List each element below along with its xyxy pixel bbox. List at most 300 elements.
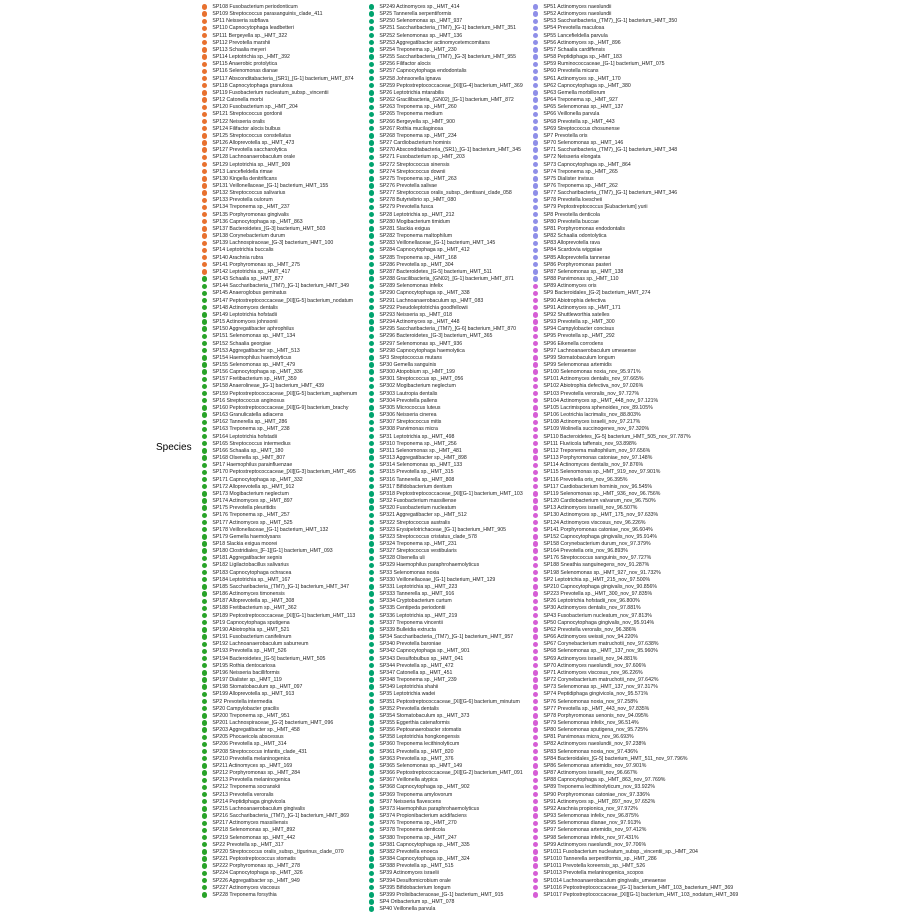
legend-swatch — [533, 606, 538, 611]
legend-item — [533, 892, 738, 899]
legend-label: SP26 Leptotrichia hofstadii_nov_96.800% — [543, 598, 640, 605]
legend-swatch — [533, 334, 538, 339]
legend-swatch — [369, 871, 374, 876]
legend-swatch — [202, 713, 207, 718]
legend-swatch — [533, 577, 538, 582]
legend-label: SP20 Campylobacter gracilis — [212, 705, 279, 712]
legend-label: SP331 Leptotrichia sp._HMT_223 — [379, 583, 458, 590]
legend-item — [533, 219, 599, 226]
legend-item — [202, 562, 289, 569]
legend-swatch — [202, 255, 207, 260]
legend-label: SP55 Lancefieldella parvula — [543, 32, 608, 39]
legend-swatch — [533, 842, 538, 847]
legend-swatch — [533, 255, 538, 260]
legend-item — [369, 11, 451, 18]
legend-swatch — [369, 377, 374, 382]
legend-label: SP117 Cardiobacterium hominis_nov_96.545% — [543, 483, 653, 490]
legend-label: SP57 Schaalia cardiffensis — [543, 46, 606, 53]
legend-item — [369, 870, 439, 877]
legend-item — [533, 398, 658, 405]
legend-label: SP108 Actinomyces israelii_nov_97.217% — [543, 419, 641, 426]
legend-swatch — [369, 412, 374, 417]
legend-item — [369, 627, 436, 634]
legend-label: SP59 Ruminococcaceae_[G-1] bacterium_HMT_075 — [543, 61, 665, 68]
legend-label: SP79 Peptostreptococcus [Eubacterium] yurii — [543, 204, 648, 211]
legend-item — [202, 333, 295, 340]
legend-swatch — [202, 821, 207, 826]
legend-label: SP199 Alloprevotella sp._HMT_913 — [212, 691, 295, 698]
legend-swatch — [202, 892, 207, 897]
legend-item — [202, 298, 353, 305]
legend-item — [369, 255, 457, 262]
legend-item — [202, 126, 280, 133]
legend-label: SP323 Streptococcus cristatus_clade_578 — [379, 533, 477, 540]
legend-item — [533, 76, 621, 83]
legend-item — [369, 899, 454, 906]
legend-item — [369, 362, 436, 369]
legend-label: SP165 Streptococcus intermedius — [212, 440, 291, 447]
legend-label: SP100 Selenomonas noxia_nov_95.971% — [543, 369, 641, 376]
legend-swatch — [533, 241, 538, 246]
legend-swatch — [202, 806, 207, 811]
legend-swatch — [533, 298, 538, 303]
legend-swatch — [369, 398, 374, 403]
legend-label: SP110 Bacteroidetes_[G-5] bacterium_HMT_505_nov_97.787% — [543, 433, 691, 440]
legend-item — [533, 842, 646, 849]
legend-item — [202, 656, 325, 663]
legend-label: SP112 Prevotella marshii — [212, 39, 271, 46]
legend-swatch — [369, 169, 374, 174]
legend-swatch — [369, 570, 374, 575]
legend-swatch — [202, 770, 207, 775]
legend-item — [202, 634, 291, 641]
legend-item — [369, 820, 457, 827]
legend-item — [369, 885, 451, 892]
legend-label: SP189 Peptostreptococcaceae_[XI][G-1] bacterium_HMT_113 — [212, 612, 356, 619]
legend-item — [533, 562, 649, 569]
legend-item — [533, 126, 620, 133]
legend-swatch — [202, 799, 207, 804]
legend-swatch — [202, 62, 207, 67]
legend-swatch — [369, 778, 374, 783]
legend-label: SP296 Bacteroidetes_[G-3] bacterium_HMT_365 — [379, 333, 493, 340]
legend-item — [369, 656, 463, 663]
legend-item — [533, 870, 643, 877]
legend-label: SP351 Peptostreptococcaceae_[XI][G-6] bacterium_minutum — [379, 698, 520, 705]
legend-item — [533, 341, 603, 348]
legend-swatch — [369, 684, 374, 689]
legend-item — [202, 419, 287, 426]
legend-item — [369, 842, 470, 849]
legend-label: SP323 Erysipelotrichaceae_[G-1] bacterium_HMT_905 — [379, 526, 506, 533]
legend-label: SP148 Actinomyces dentalis — [212, 304, 278, 311]
legend-item — [533, 269, 623, 276]
legend-item — [202, 97, 263, 104]
legend-swatch — [202, 276, 207, 281]
legend-label: SP60 Prevotella micans — [543, 68, 599, 75]
legend-item — [533, 878, 666, 885]
legend-swatch — [202, 477, 207, 482]
legend-swatch — [533, 792, 538, 797]
legend-swatch — [202, 878, 207, 883]
legend-item — [369, 727, 461, 734]
legend-item — [202, 111, 282, 118]
legend-item — [369, 104, 457, 111]
legend-label: SP140 Arachnia rubra — [212, 254, 264, 261]
legend-label: SP92 Shuttleworthia satelles — [543, 311, 610, 318]
legend-label: SP97 Lachnoanaerobaculum umeaense — [543, 347, 636, 354]
legend-label: SP120 Fusobacterium sp._HMT_204 — [212, 104, 298, 111]
legend-swatch — [369, 656, 374, 661]
legend-swatch — [202, 97, 207, 102]
legend-swatch — [533, 448, 538, 453]
legend-swatch — [533, 233, 538, 238]
legend-swatch — [369, 362, 374, 367]
legend-item — [533, 383, 643, 390]
legend-item — [202, 169, 273, 176]
legend-item — [202, 827, 295, 834]
legend-swatch — [369, 527, 374, 532]
legend-item — [369, 405, 441, 412]
legend-label: SP40 Veillonella parvula — [379, 906, 436, 913]
legend-item — [533, 684, 658, 691]
legend-item — [533, 885, 733, 892]
legend-item — [369, 570, 439, 577]
legend-label: SP151 Selenomonas sp._HMT_134 — [212, 333, 296, 340]
legend-label: SP284 Capnocytophaga sp._HMT_412 — [379, 247, 470, 254]
legend-label: SP87 Actinomyces israelii_nov_96.667% — [543, 770, 638, 777]
legend-label: SP69 Actinomyces israelii_nov_94.881% — [543, 655, 638, 662]
legend-swatch — [369, 126, 374, 131]
legend-swatch — [369, 849, 374, 854]
legend-label: SP99 Actinomyces naeslundii_nov_97.706% — [543, 841, 647, 848]
legend-swatch — [202, 735, 207, 740]
legend-item — [369, 97, 514, 104]
legend-label: SP124 Actinomyces viscosus_nov_96.226% — [543, 519, 646, 526]
legend-item — [533, 197, 602, 204]
legend-label: SP78 Porphyromonas uenonis_nov_94.095% — [543, 712, 649, 719]
legend-item — [369, 83, 523, 90]
legend-label: SP86 Selenomonas artemidis_nov_97.901% — [543, 762, 647, 769]
legend-label: SP162 Tannerella sp._HMT_286 — [212, 419, 288, 426]
legend-item — [202, 598, 294, 605]
legend-label: SP157 Fretibacterium sp._HMT_359 — [212, 376, 297, 383]
legend-label: SP337 Treponema vincentii — [379, 619, 443, 626]
legend-label: SP317 Bifidobacterium dentium — [379, 483, 453, 490]
legend-swatch — [369, 591, 374, 596]
legend-label: SP26 Leptotrichia mtarabilis — [379, 89, 444, 96]
legend-label: SP196 Neisseria bacilliformis — [212, 669, 280, 676]
legend-swatch — [202, 434, 207, 439]
legend-swatch — [369, 792, 374, 797]
legend-swatch — [533, 856, 538, 861]
legend-item — [533, 326, 614, 333]
legend-label: SP79 Selenomonas infelix_nov_96.514% — [543, 720, 639, 726]
legend-item — [202, 162, 290, 169]
legend-item — [533, 648, 658, 655]
legend-label: SP288 Gracilibacteria_(GN02)_[G-1] bacterium_HMT_871 — [379, 276, 514, 283]
legend-item — [533, 40, 621, 47]
legend-item — [533, 290, 650, 297]
legend-swatch — [533, 176, 538, 181]
legend-swatch — [533, 126, 538, 131]
legend-item — [369, 684, 438, 691]
legend-swatch — [202, 212, 207, 217]
legend-swatch — [202, 599, 207, 604]
legend-label: SP277 Streptococcus oralis_subsp._dentisani_clade_058 — [379, 190, 512, 197]
legend-swatch — [369, 205, 374, 210]
legend-label: SP116 Prevotella oris_nov_96.395% — [543, 476, 628, 483]
legend-label: SP27 Cardiobacterium hominis — [379, 140, 451, 147]
legend-item — [202, 119, 265, 126]
legend-label: SP218 Selenomonas sp._HMT_892 — [212, 827, 296, 834]
legend-item — [533, 190, 677, 197]
legend-label: SP141 Porphyromonas sp._HMT_275 — [212, 261, 301, 268]
legend-item — [369, 878, 451, 885]
legend-swatch — [533, 284, 538, 289]
legend-item — [369, 448, 462, 455]
legend-swatch — [533, 362, 538, 367]
legend-swatch — [369, 713, 374, 718]
legend-label: SP158 Corynebacterium durum_nov_97.379% — [543, 541, 651, 547]
legend-swatch — [202, 384, 207, 389]
legend-item — [533, 154, 601, 161]
legend-item — [533, 849, 698, 856]
legend-swatch — [202, 90, 207, 95]
legend-label: SP224 Capnocytophaga sp._HMT_326 — [212, 870, 303, 877]
legend-item — [202, 663, 276, 670]
legend-item — [369, 541, 457, 548]
legend-swatch — [369, 147, 374, 152]
legend-label: SP81 Parvimonas micra_nov_96.693% — [543, 734, 634, 741]
legend-item — [369, 562, 479, 569]
legend-label: SP133 Prevotella oulorum — [212, 197, 273, 204]
legend-item — [533, 68, 598, 75]
legend-label: SP367 Veillonella atypica — [379, 777, 438, 784]
legend-item — [202, 104, 298, 111]
legend-swatch — [533, 205, 538, 210]
legend-swatch — [369, 427, 374, 432]
legend-item — [533, 133, 588, 140]
legend-item — [533, 591, 652, 598]
legend-label: SP344 Prevotella sp._HMT_472 — [379, 662, 454, 669]
legend-label: SP267 Rothia mucilaginosa — [379, 125, 444, 132]
legend-item — [202, 870, 303, 877]
legend-item — [202, 756, 290, 763]
legend-label: SP54 Prevotella maculosa — [543, 25, 605, 32]
legend-item — [533, 312, 609, 319]
legend-item — [369, 749, 454, 756]
legend-swatch — [533, 498, 538, 503]
legend-swatch — [533, 348, 538, 353]
legend-item — [202, 856, 296, 863]
legend-item — [533, 176, 594, 183]
legend-swatch — [533, 713, 538, 718]
legend-item — [533, 613, 652, 620]
legend-item — [533, 11, 611, 18]
legend-swatch — [202, 871, 207, 876]
legend-label: SP191 Fusobacterium canifelinum — [212, 634, 292, 641]
legend-item — [202, 792, 274, 799]
legend-swatch — [369, 183, 374, 188]
legend-swatch — [369, 627, 374, 632]
legend-item — [202, 312, 277, 319]
legend-label: SP115 Anaerobic protolytica — [212, 61, 278, 68]
legend-swatch — [202, 162, 207, 167]
legend-swatch — [533, 692, 538, 697]
legend-swatch — [369, 291, 374, 296]
legend-swatch — [202, 613, 207, 618]
legend-label: SP77 Prevotella sp._HMT_443_nov_97.835% — [543, 705, 650, 712]
legend-swatch — [202, 11, 207, 16]
legend-label: SP115 Selenomonas sp._HMT_919_nov_97.901% — [543, 469, 661, 476]
legend-label: SP127 Prevotella saccharolytica — [212, 147, 287, 154]
legend-label: SP194 Bacteroidetes_[G-5] bacterium_HMT_505 — [212, 655, 326, 662]
legend-item — [369, 784, 470, 791]
legend-label: SP141 Porphyromonas catoniae_nov_96.604% — [543, 526, 653, 533]
legend-label: SP187 Alloprevotella sp._HMT_308 — [212, 598, 295, 605]
legend-swatch — [202, 76, 207, 81]
legend-swatch — [533, 269, 538, 274]
legend-item — [369, 126, 443, 133]
legend-swatch — [202, 835, 207, 840]
legend-label: SP221 Peptostreptococcus stomatis — [212, 856, 296, 863]
legend-label: SP93 Prevotella sp._HMT_300 — [543, 319, 615, 326]
legend-label: SP76 Selenomonas noxia_nov_97.258% — [543, 698, 638, 705]
legend-label: SP193 Prevotella sp._HMT_526 — [212, 648, 287, 655]
legend-item — [369, 770, 523, 777]
legend-item — [202, 355, 291, 362]
legend-item — [533, 276, 619, 283]
legend-item — [533, 162, 631, 169]
legend-item — [533, 348, 636, 355]
legend-item — [369, 391, 437, 398]
legend-item — [202, 262, 300, 269]
legend-item — [202, 777, 290, 784]
legend-item — [369, 892, 503, 899]
legend-label: SP136 Capnocytophaga sp._HMT_863 — [212, 218, 303, 225]
legend-item — [202, 255, 263, 262]
legend-item — [369, 835, 457, 842]
legend-swatch — [369, 40, 374, 45]
legend-swatch — [533, 133, 538, 138]
legend-label: SP205 Phocaeicola abscessus — [212, 734, 284, 741]
legend-label: SP139 Lachnospiraceae_[G-3] bacterium_HMT_100 — [212, 240, 334, 247]
legend-swatch — [202, 219, 207, 224]
legend-swatch — [533, 377, 538, 382]
legend-swatch — [369, 334, 374, 339]
legend-swatch — [533, 119, 538, 124]
legend-item — [369, 498, 456, 505]
legend-item — [369, 620, 443, 627]
legend-swatch — [202, 756, 207, 761]
legend-swatch — [202, 298, 207, 303]
legend-swatch — [533, 441, 538, 446]
legend-swatch — [533, 47, 538, 52]
legend-label: SP181 Aggregatibacter segnis — [212, 555, 283, 562]
legend-swatch — [369, 384, 374, 389]
legend-swatch — [202, 305, 207, 310]
legend-label: SP343 Desulfobulbus sp._HMT_041 — [379, 655, 464, 662]
legend-label: SP253 Aggregatibacter actinomycetemcomitans — [379, 39, 490, 46]
legend-swatch — [533, 147, 538, 152]
legend-swatch — [533, 19, 538, 24]
legend-title: Species — [156, 442, 192, 453]
legend-item — [369, 383, 456, 390]
legend-swatch — [369, 477, 374, 482]
legend-swatch — [533, 584, 538, 589]
legend-swatch — [369, 219, 374, 224]
legend-label: SP272 Streptococcus sinensis — [379, 161, 450, 168]
legend-item — [533, 741, 646, 748]
legend-item — [369, 140, 451, 147]
legend-item — [369, 584, 457, 591]
legend-item — [533, 541, 651, 548]
legend-item — [202, 33, 287, 40]
legend-item — [533, 111, 599, 118]
legend-item — [202, 878, 300, 885]
legend-label: SP104 Actinomyces sp._HMT_448_nov_97.121% — [543, 397, 659, 404]
legend-swatch — [369, 284, 374, 289]
legend-swatch — [533, 742, 538, 747]
legend-label: SP11 Neisseria subflava — [212, 18, 269, 25]
legend-swatch — [369, 276, 374, 281]
legend-label: SP113 Porphyromonas catoniae_nov_97.148% — [543, 455, 653, 462]
legend-swatch — [533, 799, 538, 804]
legend-swatch — [202, 527, 207, 532]
legend-item — [202, 204, 290, 211]
legend-swatch — [533, 878, 538, 883]
legend-label: SP318 Peptostreptococcaceae_[XI][G-1] bacterium_HMT_103 — [379, 490, 523, 497]
legend-swatch — [369, 735, 374, 740]
legend-item — [533, 25, 604, 32]
legend-item — [202, 498, 293, 505]
legend-item — [369, 68, 467, 75]
legend-label: SP302 Mogibacterium neglectum — [379, 383, 456, 390]
legend-label: SP90 Abiotrophia defectiva — [543, 297, 606, 304]
legend-label: SP257 Capnocytophaga endodontalis — [379, 68, 467, 75]
legend-swatch — [202, 40, 207, 45]
legend-item — [202, 412, 283, 419]
legend-label: SP168 Olsenella sp._HMT_807 — [212, 455, 286, 462]
legend-label: SP138 Corynebacterium durum — [212, 233, 286, 240]
legend-label: SP252 Selenomonas sp._HMT_136 — [379, 32, 463, 39]
legend-item — [533, 233, 607, 240]
legend-label: SP289 Selenomonas infelix — [379, 283, 443, 290]
legend-label: SP88 Parvimonas sp._HMT_110 — [543, 276, 619, 283]
legend-swatch — [202, 26, 207, 31]
legend-label: SP81 Porphyromonas endodontalis — [543, 225, 626, 232]
legend-item — [369, 169, 445, 176]
legend-item — [202, 684, 302, 691]
legend-swatch — [202, 484, 207, 489]
legend-item — [533, 204, 647, 211]
legend-swatch — [369, 806, 374, 811]
legend-label: SP374 Propionibacterium acidifaciens — [379, 813, 467, 820]
legend-label: SP190 Abiotrophia sp._HMT_521 — [212, 626, 290, 633]
legend-item — [533, 691, 648, 698]
legend-label: SP135 Porphyromonas gingivalis — [212, 211, 289, 218]
legend-label: SP152 Schaalia georgiae — [212, 340, 271, 347]
legend-label: SP228 Treponema forsythia — [212, 891, 277, 898]
legend-item — [369, 806, 479, 813]
legend-swatch — [202, 362, 207, 367]
legend-swatch — [369, 212, 374, 217]
legend-item — [202, 376, 297, 383]
legend-swatch — [202, 83, 207, 88]
legend-swatch — [369, 541, 374, 546]
legend-swatch — [369, 634, 374, 639]
